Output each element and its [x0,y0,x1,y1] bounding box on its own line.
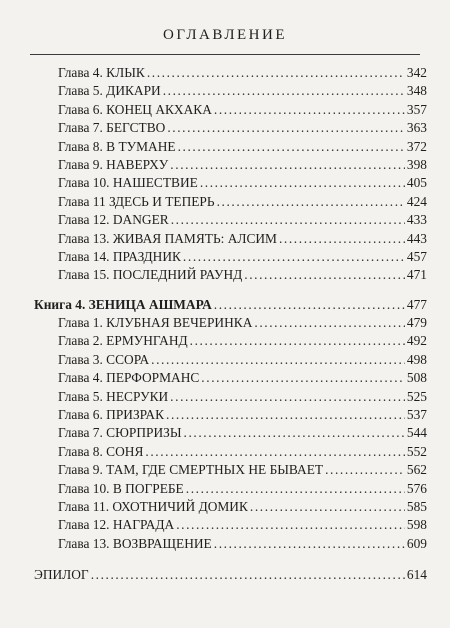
toc-entry[interactable] [34,388,427,406]
toc-entry-label: Глава 11 ЗДЕСЬ И ТЕПЕРЬ [58,193,215,209]
leader-dots [145,443,405,461]
leader-dots [217,193,405,211]
toc-entry-page: 405 [406,175,427,191]
toc-entry[interactable] [34,461,427,479]
toc-entry[interactable] [34,351,427,369]
toc-entry[interactable] [34,424,427,442]
toc-entry[interactable] [34,211,427,229]
toc-entry-page: 498 [406,351,427,367]
toc-entry-label: Глава 9. НАВЕРХУ [58,156,169,172]
toc-entry-label: Глава 5. ДИКАРИ [58,83,161,99]
toc-entry-page: 598 [406,517,427,533]
toc-entry-page: 544 [406,425,427,441]
toc-entry-label: Глава 6. ПРИЗРАК [58,407,165,423]
table-of-contents [34,64,427,585]
toc-entry-label: Глава 4. ПЕРФОРМАНС [58,370,200,386]
toc-epilogue-page: 614 [406,567,427,583]
toc-entry-page: 372 [406,138,427,154]
toc-entry-page: 443 [406,230,427,246]
page-header [30,26,420,55]
toc-entry-page: 424 [406,193,427,209]
leader-dots [325,461,405,479]
toc-epilogue[interactable] [34,566,427,584]
leader-dots [250,498,405,516]
leader-dots [170,388,405,406]
toc-entry-label: Глава 14. ПРАЗДНИК [58,248,181,264]
leader-dots [163,82,405,100]
leader-dots [184,424,405,442]
toc-entry-label: Глава 10. В ПОГРЕБЕ [58,480,184,496]
leader-dots [279,230,405,248]
toc-entry-page: 492 [406,333,427,349]
leader-dots [200,174,405,192]
toc-entry-page: 576 [406,480,427,496]
section-gap [34,285,427,296]
toc-entry-label: Глава 3. ССОРА [58,351,150,367]
toc-entry[interactable] [34,174,427,192]
leader-dots [190,332,405,350]
toc-book-page: 477 [406,296,427,312]
leader-dots [214,101,405,119]
section-gap [34,553,427,566]
toc-entry-page: 363 [406,120,427,136]
leader-dots [170,156,405,174]
toc-entry-page: 552 [406,443,427,459]
toc-book-label: Книга 4. ЗЕНИЦА АШМАРА [34,296,212,312]
toc-entry-label: Глава 12. НАГРАДА [58,517,175,533]
leader-dots [214,296,405,314]
toc-book-heading[interactable] [34,296,427,314]
page-title: ОГЛАВЛЕНИЕ [163,27,287,43]
toc-entry[interactable] [34,516,427,534]
toc-entry-page: 348 [406,83,427,99]
toc-entry-label: Глава 15. ПОСЛЕДНИЙ РАУНД [58,267,243,283]
toc-entry-label: Глава 11. ОХОТНИЧИЙ ДОМИК [58,498,248,514]
toc-entry-page: 479 [406,315,427,331]
toc-entry-page: 508 [406,370,427,386]
leader-dots [171,211,405,229]
leader-dots [186,480,405,498]
toc-entry[interactable] [34,266,427,284]
leader-dots [166,406,405,424]
leader-dots [214,535,405,553]
toc-entry-page: 357 [406,101,427,117]
toc-entry-page: 471 [406,267,427,283]
toc-entry-label: Глава 1. КЛУБНАЯ ВЕЧЕРИНКА [58,315,253,331]
leader-dots [183,248,405,266]
toc-entry[interactable] [34,498,427,516]
toc-entry-page: 537 [406,407,427,423]
leader-dots [167,119,405,137]
toc-entry-page: 457 [406,248,427,264]
leader-dots [201,369,405,387]
toc-entry-page: 609 [406,535,427,551]
leader-dots [254,314,405,332]
toc-entry-label: Глава 12. DANGER [58,212,169,228]
toc-entry-label: Глава 9. ТАМ, ГДЕ СМЕРТНЫХ НЕ БЫВАЕТ [58,462,324,478]
toc-entry-label: Глава 5. НЕСРУКИ [58,388,169,404]
toc-entry[interactable] [34,230,427,248]
toc-entry-page: 585 [406,498,427,514]
toc-entry-label: Глава 10. НАШЕСТВИЕ [58,175,198,191]
toc-entry-label: Глава 2. ЕРМУНГАНД [58,333,188,349]
toc-entry-label: Глава 7. СЮРПРИЗЫ [58,425,182,441]
leader-dots [151,351,405,369]
toc-entry[interactable] [34,101,427,119]
toc-entry[interactable] [34,314,427,332]
toc-entry[interactable] [34,156,427,174]
toc-entry[interactable] [34,535,427,553]
toc-entry-label: Глава 6. КОНЕЦ АКХАКА [58,101,212,117]
toc-entry-page: 342 [406,65,427,80]
toc-epilogue-label: ЭПИЛОГ [34,567,89,583]
toc-entry[interactable] [34,443,427,461]
toc-entry[interactable] [34,138,427,156]
toc-entry[interactable] [34,248,427,266]
toc-entry-page: 398 [406,156,427,172]
leader-dots [244,266,405,284]
leader-dots [147,64,405,82]
toc-entry-label: Глава 8. В ТУМАНЕ [58,138,176,154]
toc-entry[interactable] [34,82,427,100]
toc-entry-page: 562 [406,462,427,478]
toc-entry[interactable] [34,369,427,387]
toc-entry-label: Глава 13. ЖИВАЯ ПАМЯТЬ: АЛСИМ [58,230,277,246]
toc-entry-label: Глава 4. КЛЫК [58,65,145,80]
leader-dots [178,138,405,156]
toc-entry[interactable] [34,332,427,350]
toc-entry[interactable] [34,406,427,424]
leader-dots [176,516,405,534]
toc-entry[interactable] [34,193,427,211]
toc-entry[interactable] [34,119,427,137]
leader-dots [91,566,405,584]
toc-entry-label: Глава 7. БЕГСТВО [58,120,166,136]
toc-entry-label: Глава 13. ВОЗВРАЩЕНИЕ [58,535,212,551]
toc-entry-page: 433 [406,212,427,228]
toc-entry-label: Глава 8. СОНЯ [58,443,144,459]
toc-entry-page: 525 [406,388,427,404]
toc-entry[interactable] [34,480,427,498]
toc-entry[interactable] [34,64,427,82]
